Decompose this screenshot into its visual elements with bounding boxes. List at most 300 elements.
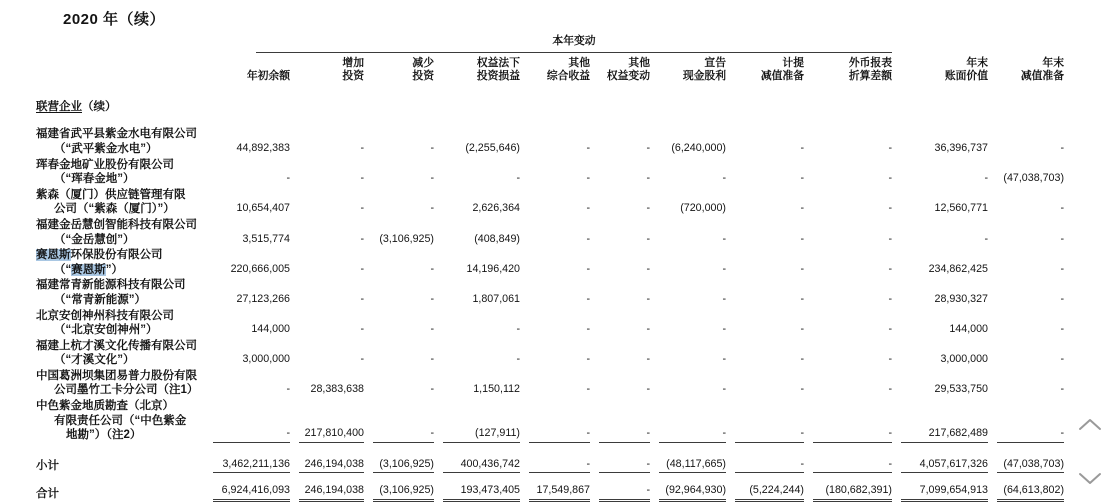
value-cell [892, 188, 988, 218]
span-header-label: 本年变动 [256, 34, 892, 53]
cell-value: - [813, 426, 892, 443]
cell-value: (720,000) [680, 202, 726, 215]
value-cell [364, 278, 434, 308]
cell-value: 3,462,211,136 [213, 457, 290, 474]
cell-value: - [800, 353, 804, 366]
name-text: 珲春金地矿业股份有限公司 [36, 158, 174, 171]
value-cell [290, 309, 364, 339]
table-row [36, 218, 1064, 248]
cell-value: 17,549,867 [529, 483, 590, 502]
value-cell [204, 158, 290, 188]
company-name-line [36, 309, 204, 324]
value-cell [650, 444, 726, 475]
cell-value: - [430, 353, 434, 366]
cell-value: 220,666,005 [230, 262, 290, 275]
value-cell [726, 278, 804, 308]
column-header-3 [434, 54, 520, 85]
cell-value: - [646, 172, 650, 185]
value-cell [520, 218, 590, 248]
cell-value: - [430, 292, 434, 305]
cell-value: - [430, 262, 434, 275]
value-cell [892, 127, 988, 157]
cell-value: - [735, 426, 804, 443]
section-label-underlined: 联营企业 [36, 100, 82, 113]
cell-value: - [360, 353, 364, 366]
value-cell [726, 127, 804, 157]
value-cell [650, 474, 726, 503]
company-name-cell [36, 444, 204, 475]
column-header-line: 其他 [568, 56, 590, 69]
name-text: （“武平紫金水电”） [54, 142, 158, 155]
column-header-6 [650, 54, 726, 85]
value-cell [650, 339, 726, 369]
company-name-cell [36, 218, 204, 248]
cell-value: - [1060, 292, 1064, 305]
spacer-cell [892, 34, 988, 54]
cell-value: - [586, 383, 590, 396]
cell-value: - [800, 262, 804, 275]
value-cell [650, 278, 726, 308]
company-name-line [36, 188, 204, 203]
value-cell [520, 444, 590, 475]
value-cell [590, 218, 650, 248]
cell-value: - [1060, 262, 1064, 275]
cell-value: - [813, 457, 892, 474]
value-cell [590, 474, 650, 503]
column-header-line: 增加 [342, 56, 364, 69]
table-row [36, 369, 1064, 399]
column-header-line: 权益变动 [606, 70, 650, 83]
cell-value: - [286, 383, 290, 396]
cell-value: 28,930,327 [934, 292, 988, 305]
cell-value: - [430, 172, 434, 185]
cell-value: (92,964,930) [659, 483, 726, 502]
company-name-line [36, 428, 204, 443]
value-cell [290, 399, 364, 444]
value-cell [804, 127, 892, 157]
value-cell [290, 369, 364, 399]
value-cell [520, 339, 590, 369]
cell-value: - [360, 202, 364, 215]
cell-value: 3,515,774 [242, 232, 290, 245]
cell-value: - [213, 426, 290, 443]
cell-value: - [516, 353, 520, 366]
name-text: （“北京安创神州”） [54, 324, 158, 337]
company-name-line [36, 414, 204, 429]
value-cell [520, 399, 590, 444]
cell-value: 28,383,638 [310, 383, 364, 396]
value-cell [590, 399, 650, 444]
column-header-line: 现金股利 [682, 70, 726, 83]
value-cell [364, 218, 434, 248]
value-cell [988, 218, 1064, 248]
cell-value: (2,255,646) [465, 141, 520, 154]
column-header-line: 其他 [628, 56, 650, 69]
value-cell [434, 218, 520, 248]
company-name-cell [36, 474, 204, 503]
company-name-cell [36, 127, 204, 157]
cell-value: - [735, 457, 804, 474]
column-header-line: 折算差额 [848, 70, 892, 83]
cell-value: - [430, 141, 434, 154]
value-cell [988, 248, 1064, 278]
column-header-line: 宣告 [704, 56, 726, 69]
cell-value: 6,924,416,093 [213, 483, 290, 502]
value-cell [726, 369, 804, 399]
row-label: 合计 [36, 488, 59, 501]
column-header-line: 减少 [412, 56, 434, 69]
company-name-line [36, 293, 204, 308]
column-header-line: 减值准备 [760, 70, 804, 83]
value-cell [804, 399, 892, 444]
value-cell [204, 309, 290, 339]
value-cell [290, 474, 364, 503]
cell-value: - [360, 232, 364, 245]
value-cell [804, 188, 892, 218]
name-text: 北京安创神州科技有限公司 [36, 309, 174, 322]
page-title: 2020 年（续） [63, 11, 166, 28]
cell-value: - [800, 172, 804, 185]
column-header-line: 年末 [966, 56, 988, 69]
table-row [36, 444, 1064, 475]
cell-value: - [599, 426, 650, 443]
value-cell [434, 188, 520, 218]
cell-value: 246,194,038 [299, 483, 364, 502]
column-header-line: 账面价值 [944, 70, 988, 83]
cell-value: - [646, 292, 650, 305]
value-cell [988, 474, 1064, 503]
cell-value: 193,473,405 [443, 483, 520, 502]
company-name-cell [36, 399, 204, 444]
value-cell [290, 248, 364, 278]
spacer-cell [36, 54, 204, 85]
cell-value: - [888, 292, 892, 305]
cell-value: - [586, 232, 590, 245]
value-cell [650, 158, 726, 188]
value-cell [434, 158, 520, 188]
value-cell [590, 188, 650, 218]
value-cell [520, 127, 590, 157]
table-row [36, 278, 1064, 308]
value-cell [204, 127, 290, 157]
value-cell [590, 309, 650, 339]
value-cell [204, 188, 290, 218]
column-header-9 [892, 54, 988, 85]
cell-value: 217,682,489 [901, 426, 988, 443]
value-cell [520, 278, 590, 308]
selected-text: 赛恩斯 [36, 249, 71, 262]
cell-value: - [984, 232, 988, 245]
value-cell [204, 399, 290, 444]
value-cell [892, 474, 988, 503]
name-text: 公司墨竹工卡分公司（注1） [54, 384, 199, 397]
value-cell [590, 339, 650, 369]
company-name-line [36, 263, 204, 278]
value-cell [650, 248, 726, 278]
value-cell [434, 278, 520, 308]
value-cell [726, 309, 804, 339]
cell-value: - [888, 141, 892, 154]
section-label [36, 85, 1064, 128]
value-cell [434, 309, 520, 339]
value-cell [650, 309, 726, 339]
cell-value: - [984, 172, 988, 185]
table-row [36, 309, 1064, 339]
cell-value: - [646, 323, 650, 336]
value-cell [204, 474, 290, 503]
value-cell [892, 158, 988, 188]
value-cell [364, 474, 434, 503]
value-cell [804, 158, 892, 188]
cell-value: - [1060, 383, 1064, 396]
value-cell [892, 399, 988, 444]
column-header-line: 投资 [412, 70, 434, 83]
company-name-cell [36, 188, 204, 218]
company-name-line [36, 399, 204, 414]
value-cell [364, 444, 434, 475]
cell-value: - [888, 353, 892, 366]
value-cell [590, 127, 650, 157]
column-header-1 [290, 54, 364, 85]
cell-value: - [888, 323, 892, 336]
company-name-line [36, 278, 204, 293]
name-text: （“常青新能源”） [54, 293, 146, 306]
cell-value: - [646, 353, 650, 366]
value-cell [204, 218, 290, 248]
cell-value: - [430, 323, 434, 336]
value-cell [520, 188, 590, 218]
cell-value: - [1060, 232, 1064, 245]
value-cell [726, 158, 804, 188]
cell-value: - [586, 323, 590, 336]
cell-value: - [586, 262, 590, 275]
value-cell [988, 339, 1064, 369]
selected-text: 赛恩斯 [71, 263, 106, 276]
name-text: （“金岳慧创”） [54, 233, 135, 246]
cell-value: - [360, 172, 364, 185]
cell-value: 3,000,000 [940, 353, 988, 366]
column-header-line: 年初余额 [246, 70, 290, 83]
cell-value: (6,240,000) [671, 141, 726, 154]
cell-value: 44,892,383 [236, 141, 290, 154]
cell-value: - [430, 383, 434, 396]
column-header-row [36, 54, 1064, 85]
cell-value: 27,123,266 [236, 292, 290, 305]
value-cell [650, 218, 726, 248]
column-header-0 [204, 54, 290, 85]
value-cell [204, 339, 290, 369]
column-header-4 [520, 54, 590, 85]
value-cell [726, 444, 804, 475]
name-text: 地勘”）（注2） [66, 429, 142, 442]
value-cell [726, 218, 804, 248]
cell-value: - [1060, 141, 1064, 154]
value-cell [364, 248, 434, 278]
cell-value: (48,117,665) [659, 457, 726, 474]
cell-value: - [516, 323, 520, 336]
value-cell [590, 158, 650, 188]
company-name-line [36, 248, 204, 263]
cell-value: - [722, 232, 726, 245]
cell-value: (64,613,802) [997, 483, 1064, 502]
cell-value: - [888, 232, 892, 245]
company-name-cell [36, 158, 204, 188]
column-header-7 [726, 54, 804, 85]
company-name-line [36, 218, 204, 233]
column-header-line: 权益法下 [476, 56, 520, 69]
cell-value: - [430, 202, 434, 215]
name-text: 福建省武平县紫金水电有限公司 [36, 128, 197, 141]
cell-value: - [646, 232, 650, 245]
cell-value: - [800, 232, 804, 245]
cell-value: - [722, 262, 726, 275]
spacer-cell [988, 34, 1064, 54]
company-name-line [36, 383, 204, 398]
name-text: 有限责任公司（“中色紫金 [54, 414, 187, 427]
cell-value: (3,106,925) [379, 232, 434, 245]
value-cell [988, 444, 1064, 475]
cell-value: 1,150,112 [473, 383, 520, 396]
value-cell [520, 309, 590, 339]
cell-value: 3,000,000 [242, 353, 290, 366]
value-cell [892, 369, 988, 399]
value-cell [520, 248, 590, 278]
cell-value: (3,106,925) [373, 457, 434, 474]
cell-value: - [586, 353, 590, 366]
cell-value: - [722, 323, 726, 336]
cell-value: - [586, 202, 590, 215]
cell-value: 7,099,654,913 [901, 483, 988, 502]
cell-value: 36,396,737 [934, 141, 988, 154]
company-name-line [36, 369, 204, 384]
column-header-line: 外币报表 [848, 56, 892, 69]
value-cell [364, 369, 434, 399]
cell-value: - [360, 292, 364, 305]
cell-value: - [360, 323, 364, 336]
value-cell [988, 188, 1064, 218]
value-cell [590, 444, 650, 475]
value-cell [892, 444, 988, 475]
value-cell [650, 188, 726, 218]
value-cell [804, 309, 892, 339]
value-cell [290, 444, 364, 475]
value-cell [204, 278, 290, 308]
cell-value: - [800, 202, 804, 215]
value-cell [988, 278, 1064, 308]
cell-value: - [722, 353, 726, 366]
cell-value: - [888, 172, 892, 185]
value-cell [892, 218, 988, 248]
cell-value: (408,849) [474, 232, 520, 245]
cell-value: 246,194,038 [299, 457, 364, 474]
value-cell [204, 369, 290, 399]
value-cell [204, 444, 290, 475]
value-cell [988, 309, 1064, 339]
table-row [36, 339, 1064, 369]
company-name-line [36, 158, 204, 173]
associates-investment-table [36, 34, 1064, 503]
name-text: 福建金岳慧创智能科技有限公司 [36, 218, 197, 231]
company-name-cell [36, 309, 204, 339]
chevron-up-icon[interactable] [1078, 418, 1102, 436]
value-cell [434, 248, 520, 278]
value-cell [892, 339, 988, 369]
cell-value: - [888, 202, 892, 215]
cell-value: (5,224,244) [735, 483, 804, 502]
row-label: 小计 [36, 459, 59, 472]
column-header-line: 投资损益 [476, 70, 520, 83]
value-cell [290, 127, 364, 157]
value-cell [590, 278, 650, 308]
cell-value: 10,654,407 [236, 202, 290, 215]
company-name-line [36, 127, 204, 142]
table-row [36, 399, 1064, 444]
company-name-line [36, 353, 204, 368]
column-header-line: 计提 [782, 56, 804, 69]
cell-value: - [360, 262, 364, 275]
name-text: 中色紫金地质勘查（北京） [36, 400, 174, 413]
column-header-8 [804, 54, 892, 85]
value-cell [434, 444, 520, 475]
cell-value: - [800, 141, 804, 154]
cell-value: 234,862,425 [928, 262, 988, 275]
cell-value: 400,436,742 [443, 457, 520, 474]
column-header-line: 综合收益 [546, 70, 590, 83]
column-header-2 [364, 54, 434, 85]
value-cell [650, 399, 726, 444]
spacer-cell [36, 34, 204, 54]
cell-value: - [599, 483, 650, 502]
column-header-10 [988, 54, 1064, 85]
cell-value: - [659, 426, 726, 443]
cell-value: - [646, 262, 650, 275]
cell-value: 12,560,771 [934, 202, 988, 215]
chevron-down-icon[interactable] [1078, 472, 1102, 490]
cell-value: - [586, 292, 590, 305]
value-cell [650, 127, 726, 157]
value-cell [804, 218, 892, 248]
cell-value: - [529, 426, 590, 443]
cell-value: 1,807,061 [472, 292, 520, 305]
cell-value: - [1060, 202, 1064, 215]
cell-value: - [646, 383, 650, 396]
value-cell [804, 444, 892, 475]
table-row [36, 474, 1064, 503]
cell-value: (127,911) [443, 426, 520, 443]
cell-value: - [529, 457, 590, 474]
name-text: （“珲春金地”） [54, 173, 135, 186]
cell-value: 29,533,750 [934, 383, 988, 396]
value-cell [364, 339, 434, 369]
value-cell [520, 474, 590, 503]
value-cell [804, 248, 892, 278]
table-row [36, 188, 1064, 218]
value-cell [892, 309, 988, 339]
name-text: 福建常青新能源科技有限公司 [36, 279, 186, 292]
company-name-cell [36, 369, 204, 399]
value-cell [434, 399, 520, 444]
cell-value: (3,106,925) [373, 483, 434, 502]
cell-value: 14,196,420 [466, 262, 520, 275]
cell-value: (47,038,703) [997, 457, 1064, 474]
column-header-5 [590, 54, 650, 85]
value-cell [434, 369, 520, 399]
company-name-line [36, 323, 204, 338]
value-cell [726, 474, 804, 503]
column-header-line: 年末 [1042, 56, 1064, 69]
value-cell [804, 474, 892, 503]
cell-value: (47,038,703) [1003, 172, 1064, 185]
